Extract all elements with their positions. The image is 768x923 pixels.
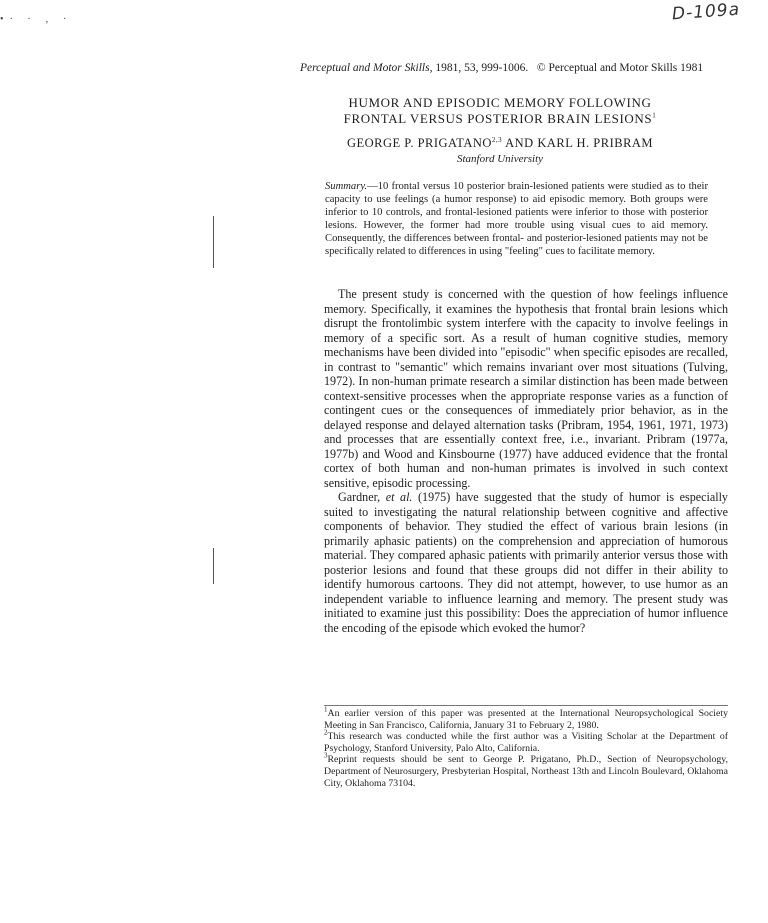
body-text	[324, 287, 728, 635]
article-title	[330, 95, 670, 127]
copyright: © Perceptual and Motor Skills 1981	[536, 62, 704, 74]
title-line-2: FRONTAL VERSUS POSTERIOR BRAIN LESIONS$^1$	[343, 111, 657, 126]
authors	[330, 136, 670, 151]
footnote-3: $^3$Reprint requests should be sent to George P. Prigatano, Ph.D., Section of Neuropsychology, Department of Neurosurgery, Presbyterian Hospital, Northeast 13th and Lincoln Boulevard, Oklahoma City, Oklahoma 73104.	[324, 752, 728, 789]
et-al: et al.	[385, 490, 413, 504]
author-1-marks: 2,3	[491, 135, 503, 144]
scan-specks: •· · ‚ ·	[0, 14, 73, 25]
footnote-2: $^2$This research was conducted while the first author was a Visiting Scholar at the Department of Psychology, Stanford University, Palo Alto, California.	[324, 728, 728, 754]
running-head	[300, 62, 720, 74]
author-and: AND	[505, 136, 534, 150]
affiliation: Stanford University	[456, 153, 544, 165]
author-1: GEORGE P. PRIGATANO	[346, 136, 492, 150]
footnote-1: $^1$An earlier version of this paper was presented at the International Neuropsychological Society Meeting in San Francisco, California, January 31 to February 2, 1980.	[324, 705, 728, 731]
paragraph-2: Gardner, et al. (1975) have suggested that the study of humor is especially suited to investigating the natural relationship between cognitive and affective components of behavior. They studied the effect of various brain lesions (in primarily aphasic patients) on the comprehension and appreciation of humorous material. They compared aphasic patients with primarily anterior versus those with posterior lesions and found that these groups did not differ in their ability to identify humorous cartoons. They did not attempt, however, to use humor as an independent variable to influence learning and memory. The present study was initiated to examine just this possibility: Does the appreciation of humor influence the encoding of the episode which evoked the humor?	[324, 490, 728, 635]
footnote-rule	[324, 705, 728, 706]
footnotes	[324, 705, 728, 789]
summary-lead: Summary.	[325, 181, 368, 192]
author-2: KARL H. PRIBRAM	[537, 136, 654, 150]
citation: 1981, 53, 999-1006.	[435, 62, 529, 74]
paragraph-1: The present study is concerned with the question of how feelings influence memory. Specifically, it examines the hypothesis that frontal brain lesions which disrupt the frontolimbic system interfere with the capacity to involve feelings in memory of a specific sort. As a result of human cognitive studies, memory mechanisms have been divided into "episodic" when specific episodes are recalled, in contrast to "semantic" which remains invariant over most situations (Tulving, 1972). In non-human primate research a similar distinction has been made between context-sensitive processes when the appropriate response varies as a function of contingent cues or the consequences of immediately prior behavior, as in the delayed response and delayed alternation tasks (Pribram, 1954, 1961, 1971, 1973) and processes that are essentially context free, i.e., invariant. Pribram (1977a, 1977b) and Wood and Kinsbourne (1977) have adduced evidence that the frontal cortex of both human and non-human primates is involved in such context sensitive, episodic processing.	[324, 287, 728, 490]
summary	[325, 180, 708, 259]
summary-text: —10 frontal versus 10 posterior brain-lesioned patients were studied as to their capacity to use feelings (a humor response) to aid episodic memory. Both groups were inferior to 10 controls, and frontal-lesioned patients were inferior to those with posterior lesions. However, the former had more trouble using visual cues to aid memory. Consequently, the differences between frontal- and posterior-lesioned patients may not be specifically related to differences in using "feeling" cues to facilitate memory.	[325, 181, 708, 258]
title-footnote-mark: 1	[652, 111, 657, 120]
title-line-1: HUMOR AND EPISODIC MEMORY FOLLOWING	[348, 95, 652, 110]
margin-mark-2	[213, 548, 214, 584]
margin-mark-1	[213, 216, 214, 268]
handwritten-note: D-109a	[671, 0, 741, 25]
journal-name: Perceptual and Motor Skills,	[300, 62, 433, 74]
